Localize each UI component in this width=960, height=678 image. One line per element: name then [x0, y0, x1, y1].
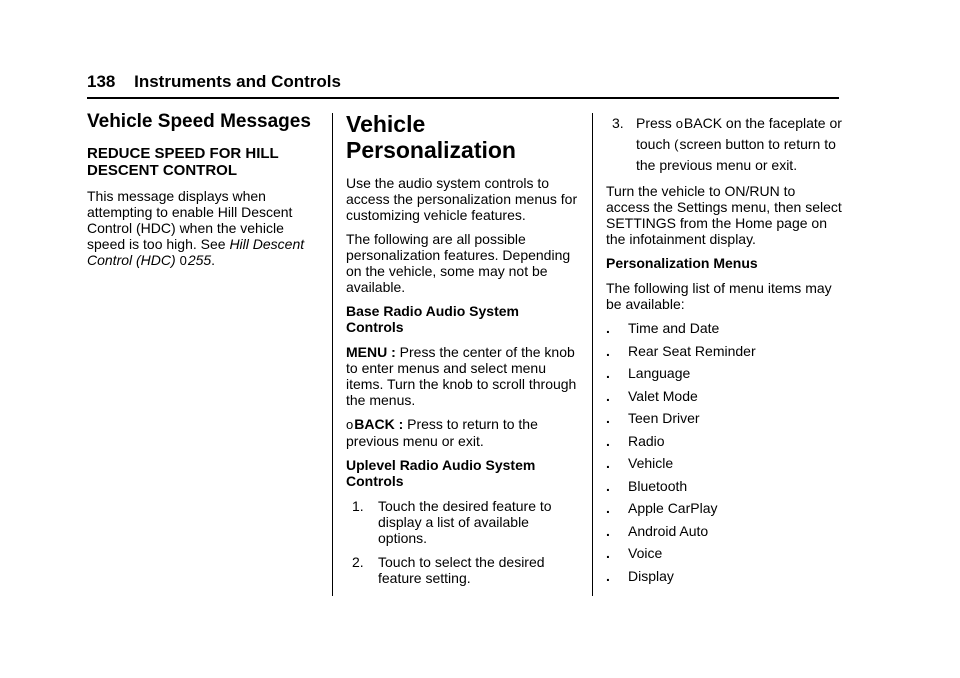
back-icon: o	[675, 116, 683, 131]
list-item	[606, 343, 842, 366]
intro-paragraph: Use the audio system controls to access the personalization menus for customizing vehicle features.	[346, 175, 578, 223]
list-item	[606, 455, 842, 478]
list-item	[346, 498, 578, 546]
bullet-icon: .	[606, 387, 610, 404]
step-number: 1.	[352, 498, 364, 514]
screen-back-icon: (	[674, 137, 679, 152]
step-text: screen button to return to the previous menu or exit.	[636, 136, 836, 173]
menu-item-label: Valet Mode	[628, 387, 698, 404]
menu-text: Press the center of the knob to enter menus and select menu items. Turn the knob to scroll through the menus.	[346, 344, 577, 408]
menu-item-label: Teen Driver	[628, 410, 700, 426]
bullet-icon: .	[606, 342, 610, 359]
step-text: BACK on the faceplate or touch	[636, 115, 842, 152]
step-number: 3.	[612, 115, 624, 131]
page-number: 138	[87, 72, 116, 91]
menu-items-intro: The following list of menu items may be available:	[606, 280, 832, 312]
list-item	[606, 320, 842, 343]
section-heading-speed-messages: Vehicle Speed Messages	[87, 111, 311, 132]
uplevel-steps	[346, 498, 578, 586]
bullet-icon: .	[606, 432, 610, 449]
menu-item-label: Apple CarPlay	[628, 500, 718, 516]
header-divider	[87, 97, 839, 99]
menu-label: MENU :	[346, 344, 400, 360]
column-2	[346, 111, 578, 594]
personalization-menus-heading: Personalization Menus	[606, 255, 758, 271]
page-reference-icon: 0	[179, 253, 187, 268]
menu-item-label: Language	[628, 365, 691, 381]
uplevel-radio-heading: Uplevel Radio Audio System Controls	[346, 457, 536, 489]
base-radio-heading: Base Radio Audio System Controls	[346, 303, 519, 335]
step-text: Touch to select the desired feature setting.	[378, 554, 545, 586]
bullet-icon: .	[606, 410, 610, 426]
message-heading: REDUCE SPEED FOR HILL DESCENT CONTROL	[87, 145, 279, 179]
list-item	[606, 523, 842, 546]
step-number: 2.	[352, 554, 364, 570]
uplevel-steps-continued	[606, 113, 842, 175]
bullet-icon: .	[606, 365, 610, 381]
message-description	[87, 188, 317, 269]
column-divider-2	[592, 113, 593, 596]
page-header	[87, 72, 839, 92]
bullet-icon: .	[606, 500, 610, 516]
bullet-icon: .	[606, 522, 610, 539]
personalization-menu-list	[606, 320, 842, 590]
menu-item-label: Radio	[628, 432, 665, 449]
column-divider-1	[332, 113, 333, 596]
page-reference-number[interactable]: 255	[187, 252, 212, 268]
list-item	[606, 410, 842, 433]
list-item	[606, 568, 842, 591]
step-text: Touch the desired feature to display a list of available options.	[378, 498, 552, 546]
period: .	[211, 252, 216, 268]
list-item	[606, 388, 842, 411]
back-text: Press to return to the previous menu or exit.	[346, 416, 538, 449]
bullet-icon: .	[606, 477, 610, 494]
menu-item-label: Display	[628, 567, 674, 584]
section-heading-personalization: Vehicle Personalization	[346, 111, 516, 163]
menu-item-label: Vehicle	[628, 455, 674, 471]
list-item	[606, 113, 842, 175]
back-control-description	[346, 416, 578, 449]
bullet-icon: .	[606, 455, 610, 471]
features-paragraph: The following are all possible personalization features. Depending on the vehicle, some may not be available.	[346, 231, 571, 295]
list-item	[606, 500, 842, 523]
list-item	[606, 433, 842, 456]
menu-item-label: Bluetooth	[628, 477, 688, 494]
message-body: This message displays when attempting to enable Hill Descent Control (HDC) when the vehicle speed is too high. See	[87, 188, 293, 252]
menu-item-label: Voice	[628, 545, 663, 561]
column-3	[606, 113, 842, 590]
bullet-icon: .	[606, 320, 610, 336]
section-title: Instruments and Controls	[134, 72, 341, 91]
menu-item-label: Time and Date	[628, 320, 720, 336]
list-item	[606, 365, 842, 388]
bullet-icon: .	[606, 567, 610, 584]
menu-item-label: Android Auto	[628, 522, 709, 539]
step-text: Press	[636, 115, 676, 131]
column-1	[87, 111, 317, 277]
back-icon: o	[346, 417, 354, 432]
list-item	[346, 554, 578, 586]
list-item	[606, 478, 842, 501]
settings-paragraph: Turn the vehicle to ON/RUN to access the Settings menu, then select SETTINGS from the Home page on the infotainment display.	[606, 183, 842, 247]
bullet-icon: .	[606, 545, 610, 561]
hdc-cross-reference[interactable]: Hill Descent Control (HDC)	[87, 236, 305, 268]
menu-item-label: Rear Seat Reminder	[628, 342, 756, 359]
menu-control-description	[346, 344, 578, 408]
back-label: BACK :	[354, 416, 408, 432]
list-item	[606, 545, 842, 568]
